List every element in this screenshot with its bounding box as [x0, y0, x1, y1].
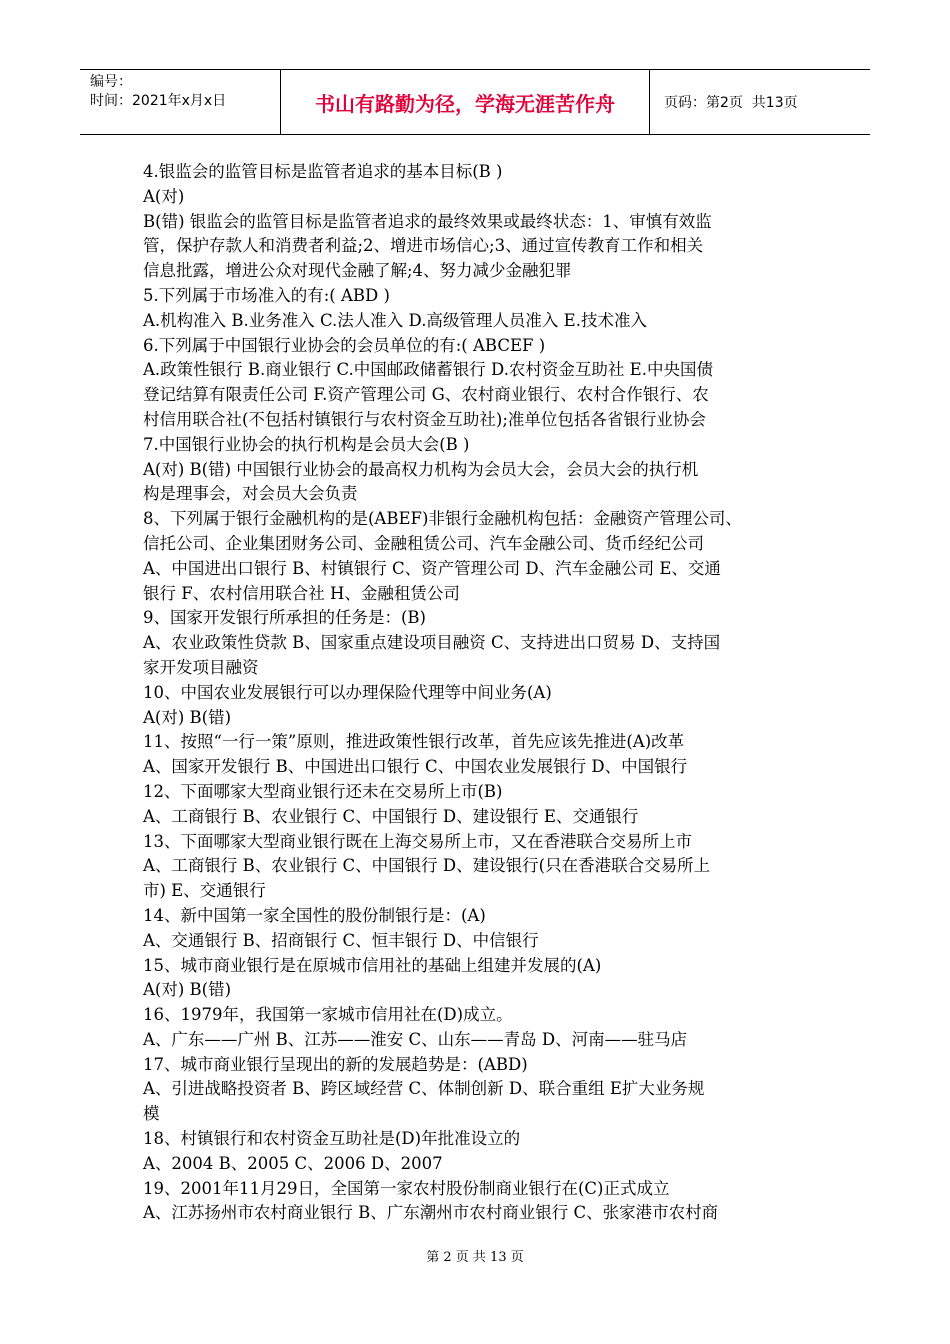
text-line: 19、2001年11月29日，全国第一家农村股份制商业银行在(C)正式成立 [143, 1178, 670, 1198]
text-line: 5.下列属于市场准入的有:( ABD ) [143, 285, 390, 305]
text-line: A、江苏扬州市农村商业银行 B、广东潮州市农村商业银行 C、张家港市农村商 [143, 1203, 719, 1223]
text-line: 构是理事会，对会员大会负责 [143, 484, 358, 504]
text-line: A.政策性银行 B.商业银行 C.中国邮政储蓄银行 D.农村资金互助社 E.中央国债 [143, 360, 713, 380]
text-line: A(对) B(错) [143, 980, 232, 1000]
text-line: 8、下列属于银行金融机构的是(ABEF)非银行金融机构包括：金融资产管理公司、 [143, 509, 742, 529]
text-line: 6.下列属于中国银行业协会的会员单位的有:( ABCEF ) [143, 335, 546, 355]
text-line: 信托公司、企业集团财务公司、金融租赁公司、汽车金融公司、货币经纪公司 [143, 533, 704, 553]
header-motto: 书山有路勤为径，学海无涯苦作舟 [281, 70, 650, 134]
text-line: 管，保护存款人和消费者利益;2、增进市场信心;3、通过宣传教育工作和相关 [143, 236, 704, 256]
text-line: 18、村镇银行和农村资金互助社是(D)年批准设立的 [143, 1129, 521, 1149]
text-line: 登记结算有限责任公司 F.资产管理公司 G、农村商业银行、农村合作银行、农 [143, 385, 709, 405]
text-line: 村信用联合社(不包括村镇银行与农村资金互助社);准单位包括各省银行业协会 [143, 409, 706, 429]
text-line: 12、下面哪家大型商业银行还未在交易所上市(B) [143, 781, 503, 801]
page-footer: 第 2 页 共 13 页 [426, 1250, 524, 1265]
text-line: A(对) [143, 186, 185, 206]
text-line: 7.中国银行业协会的执行机构是会员大会(B ) [143, 434, 470, 454]
text-line: A(对) B(错) [143, 707, 232, 727]
text-line: A、工商银行 B、农业银行 C、中国银行 D、建设银行 E、交通银行 [143, 806, 639, 826]
number-label: 编号： [90, 74, 132, 90]
text-line: A、农业政策性贷款 B、国家重点建设项目融资 C、支持进出口贸易 D、支持国 [143, 633, 721, 653]
text-line: 市) E、交通银行 [143, 881, 266, 901]
text-line: 13、下面哪家大型商业银行既在上海交易所上市，又在香港联合交易所上市 [143, 831, 692, 851]
text-line: A、交通银行 B、招商银行 C、恒丰银行 D、中信银行 [143, 930, 539, 950]
header-page-label: 页码：第2页 共13页 [664, 95, 798, 111]
text-line: 11、按照“一行一策”原则，推进政策性银行改革，首先应该先推进(A)改革 [143, 732, 685, 752]
text-line: A.机构准入 B.业务准入 C.法人准入 D.高级管理人员准入 E.技术准入 [143, 310, 647, 330]
text-line: 10、中国农业发展银行可以办理保险代理等中间业务(A) [143, 682, 552, 702]
text-line: A、引进战略投资者 B、跨区域经营 C、体制创新 D、联合重组 E扩大业务规 [143, 1079, 705, 1099]
text-line: 家开发项目融资 [143, 657, 259, 677]
text-line: 16、1979年，我国第一家城市信用社在(D)成立。 [143, 1005, 513, 1025]
text-line: 9、国家开发银行所承担的任务是：(B) [143, 608, 426, 628]
text-line: 银行 F、农村信用联合社 H、金融租赁公司 [143, 583, 460, 603]
text-line: 模 [143, 1104, 160, 1124]
text-line: 4.银监会的监管目标是监管者追求的基本目标(B ) [143, 162, 503, 181]
header-meta [80, 70, 281, 134]
page-header [80, 69, 870, 135]
text-line: A、国家开发银行 B、中国进出口银行 C、中国农业发展银行 D、中国银行 [143, 757, 688, 777]
text-line: A、中国进出口银行 B、村镇银行 C、资产管理公司 D、汽车金融公司 E、交通 [143, 558, 721, 578]
document-body [143, 160, 823, 1226]
text-line: 15、城市商业银行是在原城市信用社的基础上组建并发展的(A) [143, 955, 602, 975]
text-line: A、2004 B、2005 C、2006 D、2007 [143, 1153, 443, 1173]
text-line: A、广东——广州 B、江苏——淮安 C、山东——青岛 D、河南——驻马店 [143, 1029, 688, 1049]
text-line: A(对) B(错) 中国银行业协会的最高权力机构为会员大会，会员大会的执行机 [143, 459, 699, 479]
time-label: 时间：2021年x月x日 [90, 93, 227, 109]
text-line: 14、新中国第一家全国性的股份制银行是：(A) [143, 905, 486, 925]
text-line: B(错) 银监会的监管目标是监管者追求的最终效果或最终状态：1、审慎有效监 [143, 211, 712, 231]
text-line: A、工商银行 B、农业银行 C、中国银行 D、建设银行(只在香港联合交易所上 [143, 856, 711, 876]
text-line: 17、城市商业银行呈现出的新的发展趋势是：(ABD) [143, 1054, 528, 1074]
text-line: 信息批露，增进公众对现代金融了解;4、努力减少金融犯罪 [143, 261, 572, 281]
